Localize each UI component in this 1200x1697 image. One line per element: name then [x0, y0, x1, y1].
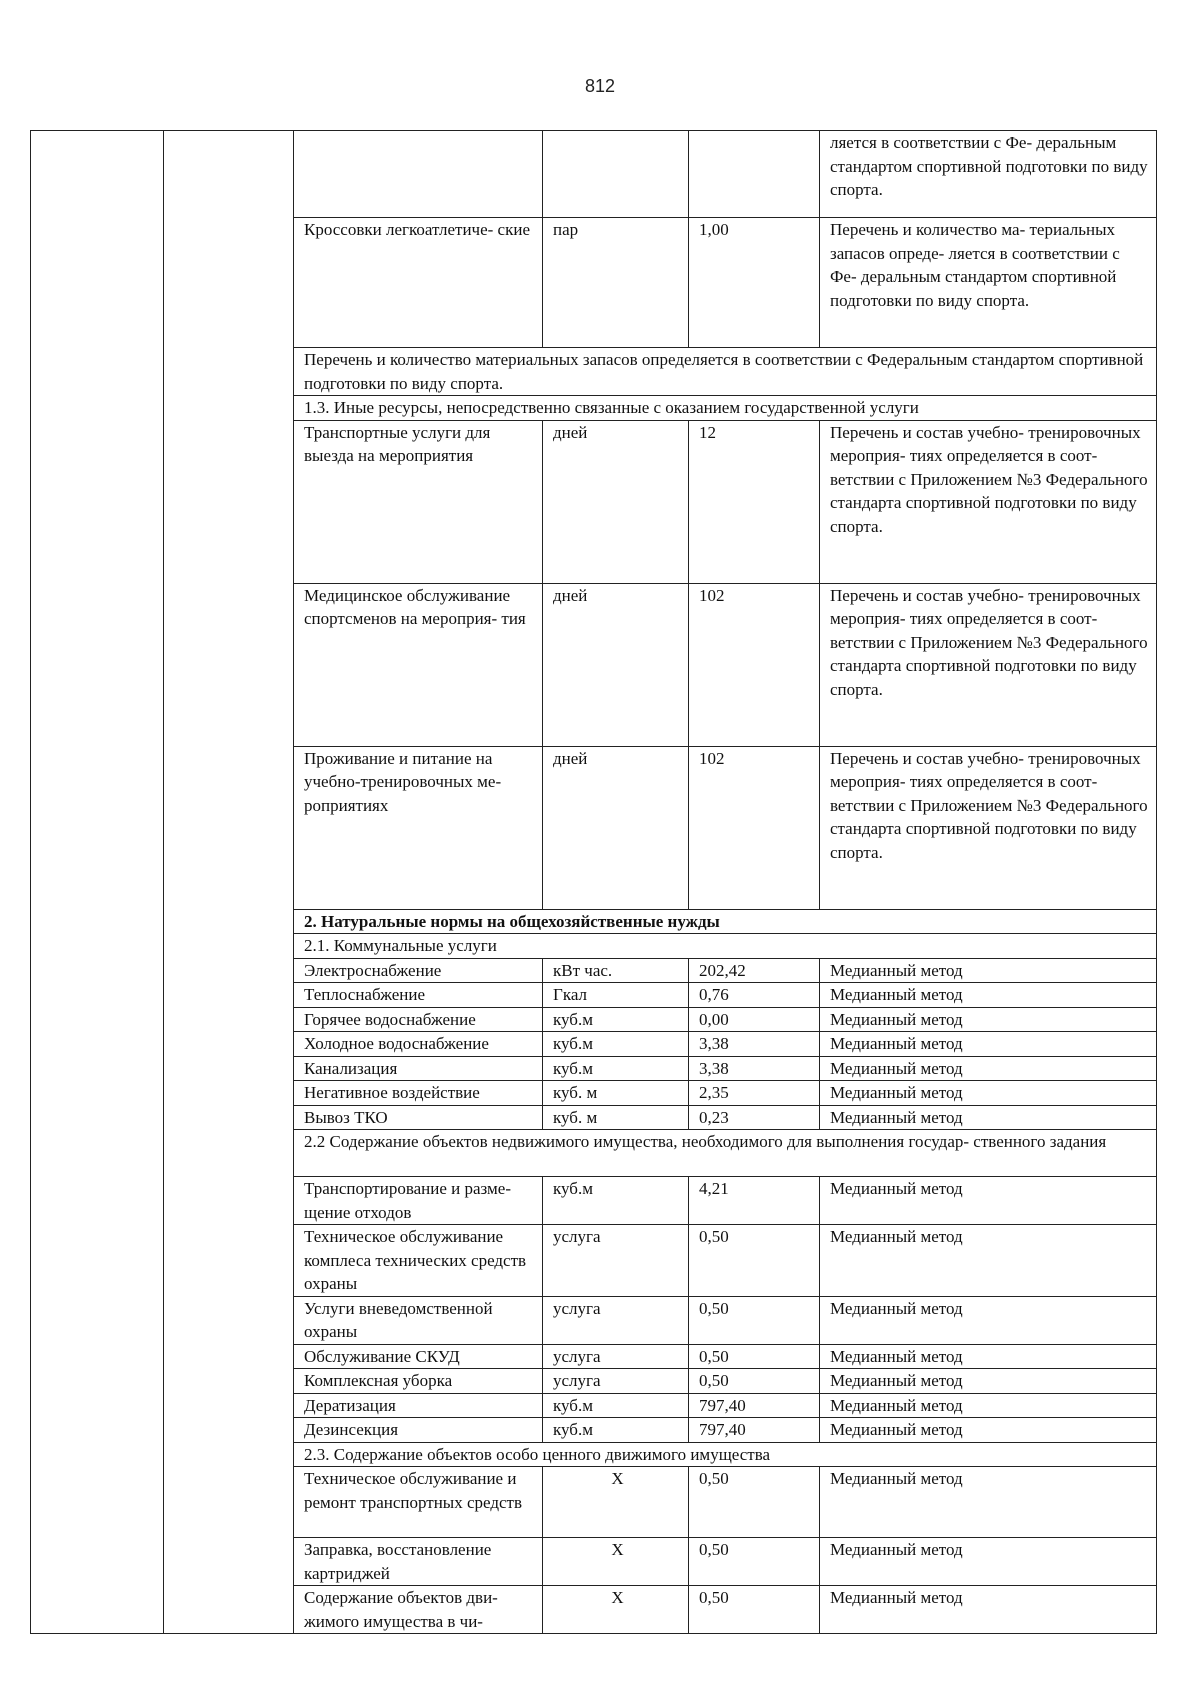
value-cell: 0,00 [689, 1007, 820, 1032]
unit-cell: дней [543, 746, 689, 909]
unit-cell: Х [543, 1586, 689, 1634]
note-cell: Перечень и состав учебно- тренировочных мероприя- тиях определяется в соот- ветствии с Приложением №3 Федерального стандарта спортивной подготовки по виду спорта. [820, 583, 1157, 746]
value-cell: 797,40 [689, 1418, 820, 1443]
value-cell: 102 [689, 746, 820, 909]
blank-column-2 [164, 131, 294, 1634]
page-number: 812 [584, 76, 616, 96]
note-cell: Медианный метод [820, 1586, 1157, 1634]
unit-cell: кВт час. [543, 958, 689, 983]
note-cell: Медианный метод [820, 1056, 1157, 1081]
note-cell: Медианный метод [820, 1105, 1157, 1130]
resource-name-cell: Транспортные услуги для выезда на мероприятия [294, 420, 543, 583]
note-cell: Перечень и состав учебно- тренировочных мероприя- тиях определяется в соот- ветствии с Приложением №3 Федерального стандарта спортивной подготовки по виду спорта. [820, 746, 1157, 909]
unit-cell: Х [543, 1538, 689, 1586]
section-header-cell: 2.3. Содержание объектов особо ценного движимого имущества [294, 1442, 1157, 1467]
value-cell: 0,76 [689, 983, 820, 1008]
note-cell: Медианный метод [820, 1296, 1157, 1344]
resource-name-cell: Обслуживание СКУД [294, 1344, 543, 1369]
resource-name-cell: Канализация [294, 1056, 543, 1081]
value-cell: 0,50 [689, 1369, 820, 1394]
value-cell: 0,50 [689, 1344, 820, 1369]
value-cell: 0,50 [689, 1538, 820, 1586]
resource-name-cell: Дератизация [294, 1393, 543, 1418]
note-cell: Медианный метод [820, 1007, 1157, 1032]
unit-cell: пар [543, 218, 689, 348]
unit-cell: куб. м [543, 1105, 689, 1130]
section-header-cell: 2.2 Содержание объектов недвижимого имущества, необходимого для выполнения государ- ственного задания [294, 1130, 1157, 1177]
unit-cell: услуга [543, 1344, 689, 1369]
note-cell: Медианный метод [820, 1032, 1157, 1057]
note-cell: Медианный метод [820, 1369, 1157, 1394]
resource-name-cell: Кроссовки легкоатлетиче- ские [294, 218, 543, 348]
unit-cell: дней [543, 420, 689, 583]
resource-name-cell: Холодное водоснабжение [294, 1032, 543, 1057]
resource-name-cell: Комплексная уборка [294, 1369, 543, 1394]
resource-name-cell: Содержание объектов дви- жимого имущества в чи- [294, 1586, 543, 1634]
value-cell: 3,38 [689, 1032, 820, 1057]
table-row [31, 131, 1157, 218]
resource-name-cell: Негативное воздействие [294, 1081, 543, 1106]
note-cell: Перечень и количество ма- териальных запасов опреде- ляется в соответствии с Фе- деральным стандартом спортивной подготовки по виду спорта. [820, 218, 1157, 348]
resource-name-cell: Проживание и питание на учебно-тренировочных ме- роприятиях [294, 746, 543, 909]
note-cell: Медианный метод [820, 1538, 1157, 1586]
unit-cell [543, 131, 689, 218]
resource-name-cell: Теплоснабжение [294, 983, 543, 1008]
value-cell: 0,50 [689, 1225, 820, 1297]
note-cell: Медианный метод [820, 1418, 1157, 1443]
note-cell: Медианный метод [820, 983, 1157, 1008]
value-cell: 202,42 [689, 958, 820, 983]
section-header-cell: 2.1. Коммунальные услуги [294, 934, 1157, 959]
value-cell: 0,50 [689, 1296, 820, 1344]
note-cell: Медианный метод [820, 1081, 1157, 1106]
value-cell: 0,50 [689, 1586, 820, 1634]
note-cell: Медианный метод [820, 1177, 1157, 1225]
unit-cell: куб.м [543, 1056, 689, 1081]
unit-cell: услуга [543, 1369, 689, 1394]
unit-cell: куб.м [543, 1177, 689, 1225]
value-cell: 3,38 [689, 1056, 820, 1081]
unit-cell: услуга [543, 1296, 689, 1344]
note-cell: Медианный метод [820, 958, 1157, 983]
unit-cell: услуга [543, 1225, 689, 1297]
resource-norms-table [30, 130, 1157, 1634]
value-cell: 0,23 [689, 1105, 820, 1130]
note-cell: Медианный метод [820, 1467, 1157, 1538]
resource-name-cell: Медицинское обслуживание спортсменов на мероприя- тия [294, 583, 543, 746]
value-cell: 4,21 [689, 1177, 820, 1225]
value-cell: 0,50 [689, 1467, 820, 1538]
section-header-cell: 2. Натуральные нормы на общехозяйственные нужды [294, 909, 1157, 934]
unit-cell: куб.м [543, 1032, 689, 1057]
value-cell: 797,40 [689, 1393, 820, 1418]
resource-name-cell: Услуги вневедомственной охраны [294, 1296, 543, 1344]
note-cell: ляется в соответствии с Фе- деральным стандартом спортивной подготовки по виду спорта. [820, 131, 1157, 218]
resource-name-cell: Вывоз ТКО [294, 1105, 543, 1130]
unit-cell: куб. м [543, 1081, 689, 1106]
value-cell: 1,00 [689, 218, 820, 348]
blank-column-1 [31, 131, 164, 1634]
section-header-cell: Перечень и количество материальных запасов определяется в соответствии с Федеральным стандартом спортивной подготовки по виду спорта. [294, 348, 1157, 396]
note-cell: Перечень и состав учебно- тренировочных мероприя- тиях определяется в соот- ветствии с Приложением №3 Федерального стандарта спортивной подготовки по виду спорта. [820, 420, 1157, 583]
note-cell: Медианный метод [820, 1225, 1157, 1297]
note-cell: Медианный метод [820, 1344, 1157, 1369]
resource-name-cell: Заправка, восстановление картриджей [294, 1538, 543, 1586]
section-header-cell: 1.3. Иные ресурсы, непосредственно связанные с оказанием государственной услуги [294, 396, 1157, 421]
unit-cell: Х [543, 1467, 689, 1538]
value-cell: 12 [689, 420, 820, 583]
table-body [31, 131, 1157, 1634]
value-cell: 2,35 [689, 1081, 820, 1106]
value-cell: 102 [689, 583, 820, 746]
resource-name-cell [294, 131, 543, 218]
unit-cell: куб.м [543, 1393, 689, 1418]
resource-name-cell: Дезинсекция [294, 1418, 543, 1443]
resource-name-cell: Транспортирование и разме- щение отходов [294, 1177, 543, 1225]
resource-name-cell: Горячее водоснабжение [294, 1007, 543, 1032]
resource-name-cell: Техническое обслуживание и ремонт транспортных средств [294, 1467, 543, 1538]
value-cell [689, 131, 820, 218]
unit-cell: куб.м [543, 1007, 689, 1032]
resource-name-cell: Электроснабжение [294, 958, 543, 983]
unit-cell: дней [543, 583, 689, 746]
note-cell: Медианный метод [820, 1393, 1157, 1418]
resource-name-cell: Техническое обслуживание комплеса технических средств охраны [294, 1225, 543, 1297]
unit-cell: куб.м [543, 1418, 689, 1443]
unit-cell: Гкал [543, 983, 689, 1008]
